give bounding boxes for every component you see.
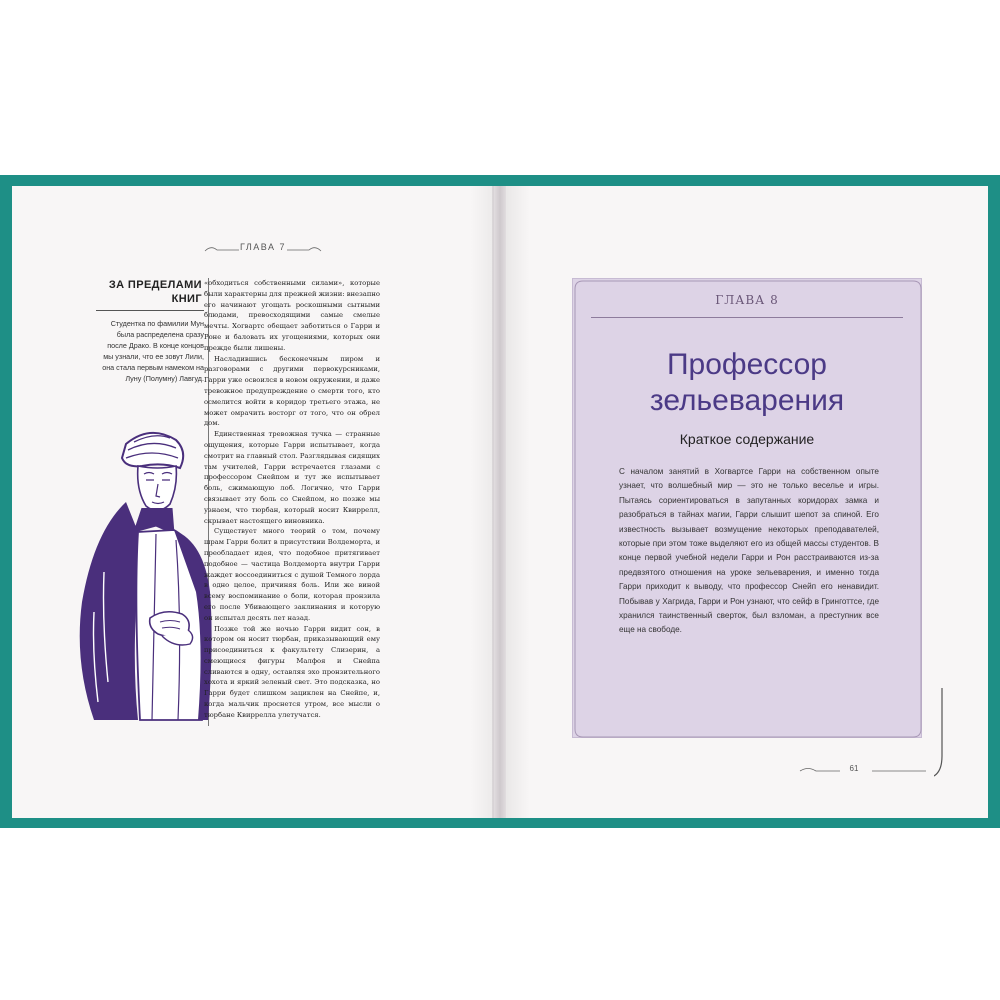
- paragraph: Существует много теорий о том, почему шрам Гарри болит в присутствии Волдеморта, и преобладает идея, что подобное притягивает подобное — частица Волдеморта внутри Гарри жаждет воссоединиться с душой Темного лорда в одно целое, причиняя боль. Или же виной всему воспоминание о боли, которая пронзила его после Убивающего заклинания и которую он испытал десять лет назад.: [204, 527, 380, 622]
- sidebar-rule: [96, 310, 204, 311]
- quirrell-illustration: [64, 422, 214, 722]
- paragraph: Насладившись бесконечным пиром и разговорами с другими первокурсниками, Гарри уже освоился в новом окружении, и даже тревожное предупреждение о смерти того, кто осмелится войти в коридор третьего этажа, не может омрачить восторг от того, что он обрел дом.: [204, 354, 380, 428]
- paragraph: «обходиться собственными силами», которые были характерны для прежней жизни: внезапно его начинают угощать роскошными сытными блюдами, превосходящими самые смелые мечты. Хогвартс обещает заботиться о Гарри и Роне и баловать их угощениями, которых они прежде были лишены.: [204, 279, 380, 352]
- left-page: [12, 186, 494, 818]
- sidebar-title: ЗА ПРЕДЕЛАМИ КНИГ: [108, 279, 202, 305]
- main-text-column: [204, 278, 380, 721]
- gutter-shadow-left: [470, 186, 494, 818]
- chapter-title: [573, 347, 921, 419]
- right-page: [506, 186, 988, 818]
- page-number: 61: [849, 764, 859, 773]
- chapter-title-line: зельеварения: [649, 384, 845, 417]
- chapter-title-line: Профессор: [666, 348, 827, 381]
- open-book: [0, 175, 1000, 828]
- footer-ornament: [796, 764, 956, 778]
- sidebar-text: Студентка по фамилии Мун была распределена сразу после Драко. В конце концов мы узнали, что ее зовут Лили, она стала первым намеком на Луну (Полумну) Лавгуд.: [102, 319, 204, 383]
- chapter-panel: [572, 278, 922, 738]
- summary-heading: Краткое содержание: [679, 431, 815, 447]
- page-footer: [796, 764, 956, 778]
- chapter-rule: [591, 317, 903, 318]
- chapter-label: ГЛАВА 8: [715, 293, 779, 307]
- gutter-shadow-right: [506, 186, 530, 818]
- summary-text: С началом занятий в Хогвартсе Гарри на собственном опыте узнает, что волшебный мир — это не только веселье и игры. Пытаясь сориентироваться в запутанных коридорах замка и разобраться в тайнах магии, Гарри слышит шепот за спиной. Его известность вызывает возмущение некоторых преподавателей, которые при этом тоже выделяют его из общей массы студентов. В конце первой учебной недели Гарри и Рон расстраиваются из-за предвзятого отношения на уроке зельеварения, и именно тогда Гарри приходит к выводу, что профессор Снейп его ненавидит. Побывав у Хагрида, Гарри и Рон узнают, что сейф в Гринготтсе, где хранился таинственный сверток, был взломан, а преступник все еще на свободе.: [619, 467, 879, 635]
- paragraph: Единственная тревожная тучка — странные ощущения, которые Гарри испытывает, когда смотрит на главный стол. Разглядывая сидящих там учителей, Гарри встречается глазами с профессором Снейпом и тут же испытывает боль, сжимающую лоб. Логично, что Гарри связывает эту боль со Снейпом, но позже мы узнаем, что тюрбан, который носит Квиррелл, скрывает настоящего виновника.: [204, 430, 380, 525]
- chapter-header-label: ГЛАВА 7: [240, 242, 286, 252]
- chapter-header: [203, 242, 323, 258]
- paragraph: Позже той же ночью Гарри видит сон, в котором он носит тюрбан, приказывающий ему присоединиться к факультету Слизерин, а смеющиеся фигуры Малфоя и Снейпа сливаются в одну, оставляя эхо пронзительного хохота и яркий зеленый свет. Это подсказка, но Гарри будет слишком зациклен на Снейпе, и, когда мальчик проснется утром, все мысли о тюрбане Квиррелла улетучатся.: [204, 624, 380, 719]
